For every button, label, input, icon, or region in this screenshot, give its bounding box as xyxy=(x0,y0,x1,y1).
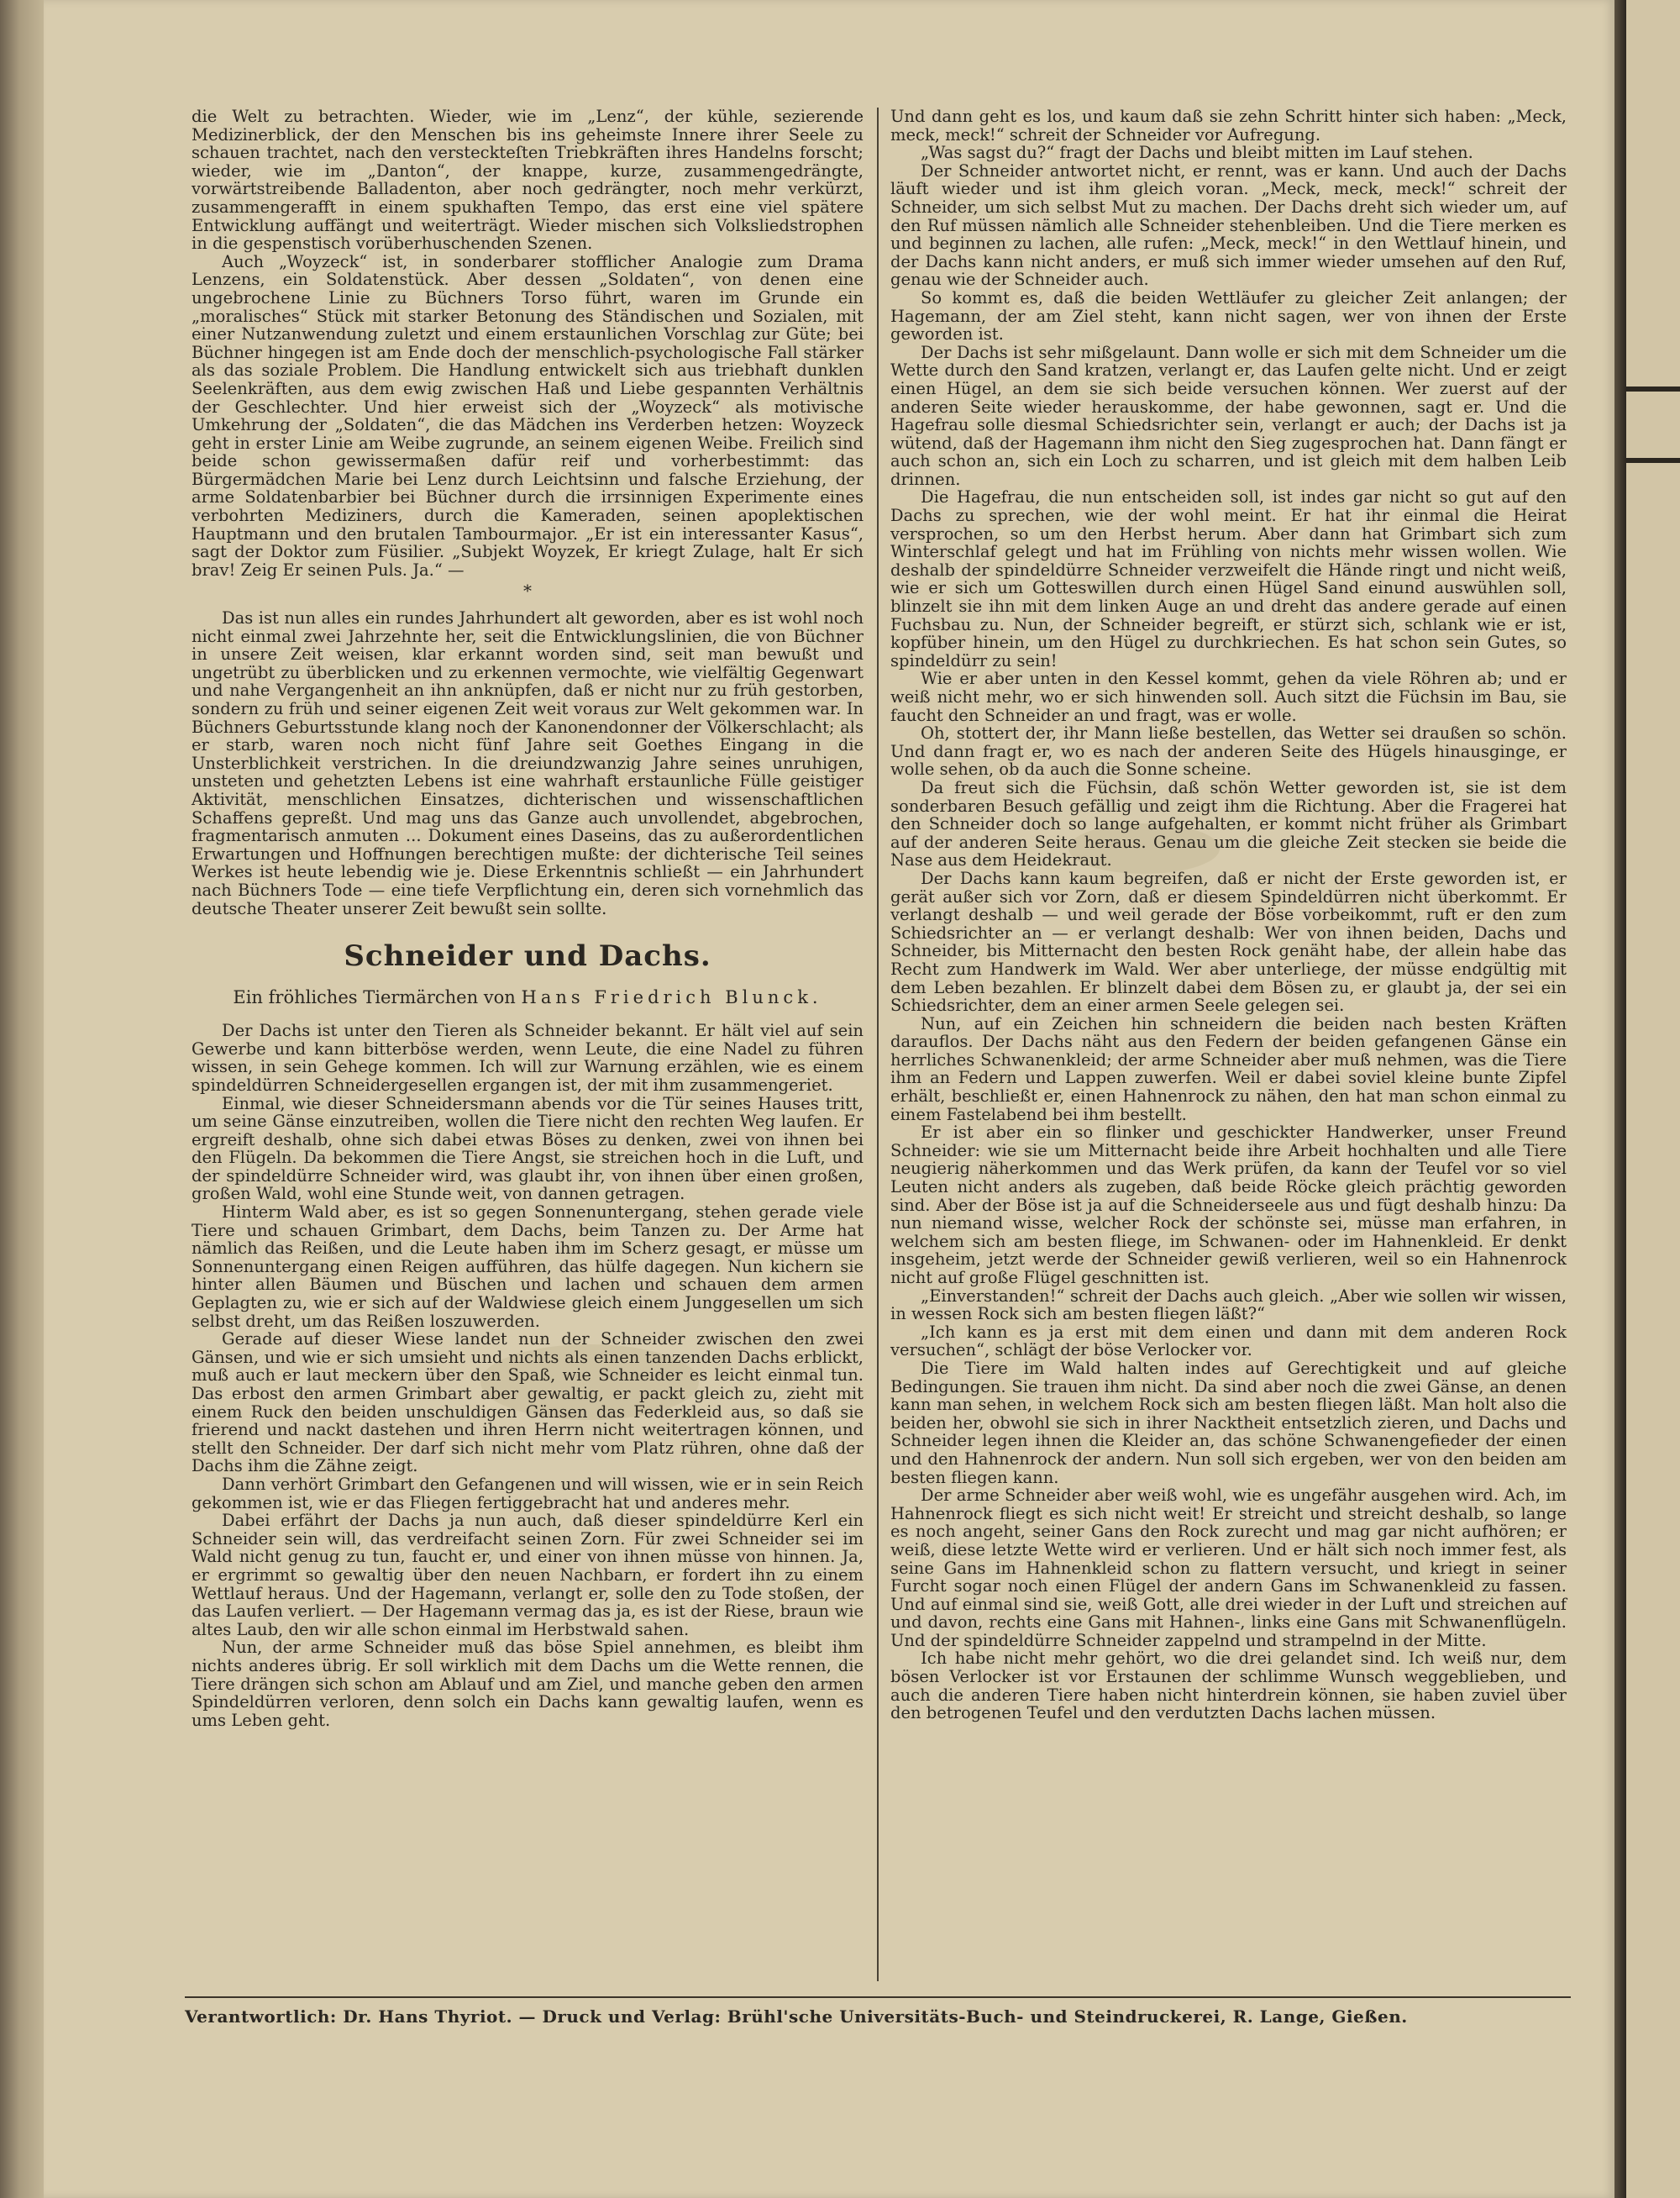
adjacent-page-rule xyxy=(1626,458,1680,463)
essay-closing-paragraph: Das ist nun alles ein rundes Jahrhundert alt geworden, aber es ist wohl noch nicht einmal zwei Jahrzehnte her, seit die Entwicklungslinien, die von Büchner in unsere Zeit weisen, klar erkannt worden sind, seit man bewußt und ungetrübt zu überblicken und zu erkennen vermochte, wie vielfältig Gegenwart und nahe Vergangenheit an ihn anknüpfen, daß er nicht nur zu früh gestorben, sondern zu früh und seiner eigenen Zeit weit voraus zur Welt gekommen war. In Büchners Geburtsstunde klang noch der Kanonendonner der Völkerschlacht; als er starb, waren noch nicht fünf Jahre seit Goethes Eingang in die Unsterblichkeit verstrichen. In die dreiundzwanzig Jahre seines unruhigen, unsteten und gehetzten Lebens ist eine wahrhaft erstaunliche Fülle geistiger Aktivität, menschlichen Einsatzes, dichterischen und wissenschaftlichen Schaffens gepreßt. Und mag uns das Ganze auch unvollendet, abgebrochen, fragmentarisch anmuten ... Dokument eines Daseins, das zu außerordentlichen Erwartungen und Hoffnungen berechtigen mußte: der dichterische Teil seines Werkes ist heute lebendig wie je. Diese Erkenntnis schließt — ein Jahrhundert nach Büchners Tode — eine tiefe Verpflichtung ein, deren sich vornehmlich das deutsche Theater unserer Zeit bewußt sein sollte. xyxy=(192,608,864,918)
adjacent-page-edge xyxy=(1626,0,1680,2198)
story-paragraph: „Einverstanden!“ schreit der Dachs auch gleich. „Aber wie sollen wir wissen, in wessen Rock sich am besten fliegen läßt?“ xyxy=(890,1286,1567,1324)
book-binding xyxy=(0,0,44,2198)
right-column xyxy=(890,108,1567,1722)
imprint-line: Verantwortlich: Dr. Hans Thyriot. — Druck und Verlag: Brühl'sche Universitäts-Buch- und Steindruckerei, R. Lange, Gießen. xyxy=(185,2006,1408,2027)
story-title: Schneider und Dachs. xyxy=(344,939,711,974)
story-paragraph: „Ich kann es ja erst mit dem einen und dann mit dem anderen Rock versuchen“, schlägt der böse Verlocker vor. xyxy=(890,1322,1567,1360)
story-paragraph: Dann verhört Grimbart den Gefangenen und will wissen, wie er in sein Reich gekommen ist, wie er das Fliegen fertiggebracht hat und anderes mehr. xyxy=(192,1474,864,1512)
story-subtitle xyxy=(192,986,864,1008)
story-paragraph: So kommt es, daß die beiden Wettläufer zu gleicher Zeit anlangen; der Hagemann, der am Ziel steht, kann nicht sagen, wer von ihnen der Erste geworden ist. xyxy=(890,287,1567,344)
story-paragraph: Da freut sich die Füchsin, daß schön Wetter geworden ist, sie ist dem sonderbaren Besuch gefällig und zeigt ihm die Richtung. Aber die Fragerei hat den Schneider doch so lange aufgehalten, er kommt nicht früher als Grimbart auf der anderen Seite heraus. Genau um die gleiche Zeit stecken sie beide die Nase aus dem Heidekraut. xyxy=(890,777,1567,870)
story-paragraph: Hinterm Wald aber, es ist so gegen Sonnenuntergang, stehen gerade viele Tiere und schauen Grimbart, dem Dachs, beim Tanzen zu. Der Arme hat nämlich das Reißen, und die Leute haben ihm im Scherz gesagt, er müsse um Sonnenuntergang einen Reigen aufführen, das hülfe dagegen. Nun kichern sie hinter allen Bäumen und Büschen und lachen und schauen dem armen Geplagten zu, wie er sich auf der Waldwiese gleich einem Junggesellen um sich selbst dreht, um das Reißen loszuwerden. xyxy=(192,1202,864,1331)
story-paragraph: Er ist aber ein so flinker und geschickter Handwerker, unser Freund Schneider: wie sie um Mitternacht beide ihre Arbeit hochhalten und alle Tiere neugierig näherkommen und das Werk prüfen, da kann der Teufel vor so viel Leuten nicht anders als zugeben, daß beide Röcke gleich prächtig geworden sind. Aber der Böse ist ja auf die Schneiderseele aus und fügt deshalb hinzu: Da nun niemand wisse, welcher Rock der schönste sei, müsse man erfahren, in welchem sich am besten fliege, im Schwanen- oder im Hahnenkleid. Er denkt insgeheim, jetzt werde der Schneider gewiß verlieren, weil so ein Hahnenrock nicht auf große Flügel geschnitten ist. xyxy=(890,1123,1567,1287)
essay-paragraph: Auch „Woyzeck“ ist, in sonderbarer stofflicher Analogie zum Drama Lenzens, ein Soldatenstück. Aber dessen „Soldaten“, von denen eine ungebrochene Linie zu Büchners Torso führt, waren im Grunde ein „moralisches“ Stück mit starker Betonung des Ständischen und Sozialen, mit einer Nutzanwendung zuletzt und einem erstaunlichen Vorschlag zur Güte; bei Büchner hingegen ist am Ende doch der menschlich-psychologische Fall stärker als das soziale Problem. Die Handlung entwickelt sich aus triebhaft dunklen Seelenkräften, aus dem ewig zwischen Haß und Liebe gespannten Verhältnis der Geschlechter. Und hier erweist sich der „Woyzeck“ als motivische Umkehrung der „Soldaten“, die das Mädchen ins Verderben hetzen: Woyzeck geht in erster Linie am Weibe zugrunde, an seinem eigenen Weibe. Freilich sind beide schon gewissermaßen dafür reif und vorherbestimmt: das Bürgermädchen Marie bei Lenz durch Leichtsinn und falsche Erziehung, der arme Soldatenbarbier bei Büchner durch die irrsinnigen Experimente eines verbohrten Mediziners, durch die Kameraden, seinen apoplektischen Hauptmann und den brutalen Tambourmajor. „Er ist ein interessanter Kasus“, sagt der Doktor zum Füsilier. „Subjekt Woyzek, Er kriegt Zulage, halt Er sich brav! Zeig Er seinen Puls. Ja.“ — xyxy=(192,251,864,580)
story-paragraph: Wie er aber unten in den Kessel kommt, gehen da viele Röhren ab; und er weiß nicht mehr, wo er sich hinwenden soll. Auch sitzt die Füchsin im Bau, sie faucht den Schneider an und fragt, was er wolle. xyxy=(890,669,1567,725)
column-divider xyxy=(877,108,879,1981)
story-subtitle-prefix: Ein fröhliches Tiermärchen von xyxy=(233,987,516,1008)
section-separator: * xyxy=(523,581,532,602)
essay-paragraph: die Welt zu betrachten. Wieder, wie im „Lenz“, der kühle, sezierende Medizinerblick, der den Menschen bis ins geheimste Innere ihrer Seele zu schauen trachtet, nach den versteckteſten Triebkräften ihres Handelns forscht; wieder, wie im „Danton“, der knappe, kurze, zusammengedrängte, vorwärtstreibende Balladenton, aber noch gedrängter, noch mehr verkürzt, zusammengerafft in einem spukhaften Tempo, das erst eine viel spätere Entwicklung auffängt und weiterträgt. Wieder mischen sich Volksliedstrophen in die gespenstisch vorüberhuschenden Szenen. xyxy=(192,107,864,254)
adjacent-page-rule xyxy=(1626,386,1680,392)
story-paragraph: Dabei erfährt der Dachs ja nun auch, daß dieser spindeldürre Kerl ein Schneider sein will, das verdreifacht seinen Zorn. Für zwei Schneider sei im Wald nicht genug zu tun, faucht er, und einer von ihnen müsse von hinnen. Ja, er ergrimmt so gewaltig über den neuen Nachbarn, er fordert ihn zu einem Wettlauf heraus. Und der Hagemann, verlangt er, solle den zu Tode stoßen, der das Laufen verliert. — Der Hagemann vermag das ja, es ist der Riese, braun wie altes Laub, den wir alle schon einmal im Herbstwald sahen. xyxy=(192,1511,864,1639)
story-paragraph: „Was sagst du?“ fragt der Dachs und bleibt mitten im Lauf stehen. xyxy=(921,143,1473,163)
left-column xyxy=(192,108,864,1729)
story-author: Hans Friedrich Blunck. xyxy=(521,987,822,1008)
story-paragraph: Der Dachs ist unter den Tieren als Schneider bekannt. Er hält viel auf sein Gewerbe und kann bitterböse werden, wenn Leute, die eine Nadel zu führen wissen, in sein Gehege kommen. Ich will zur Warnung erzählen, wie es einem spindeldürren Schneidergesellen ergangen ist, der mit ihm zusammengeriet. xyxy=(192,1021,864,1095)
story-paragraph: Einmal, wie dieser Schneidersmann abends vor die Tür seines Hauses tritt, um seine Gänse einzutreiben, wollen die Tiere nicht den rechten Weg laufen. Er ergreift deshalb, ohne sich dabei etwas Böses zu denken, zwei von ihnen bei den Flügeln. Da bekommen die Tiere Angst, sie streichen hoch in die Luft, und der spindeldürre Schneider wird, was glaubt ihr, von ihnen über einen großen, großen Wald, wohl eine Stunde weit, von dannen getragen. xyxy=(192,1093,864,1204)
story-paragraph: Der Schneider antwortet nicht, er rennt, was er kann. Und auch der Dachs läuft wieder und ist ihm gleich voran. „Meck, meck, meck!“ schreit der Schneider, um sich selbst Mut zu machen. Der Dachs dreht sich wieder um, auf den Ruf müssen nämlich alle Schneider stehenbleiben. Und die Tiere merken es und beginnen zu lachen, alle rufen: „Meck, meck!“ in den Wettlauf hinein, und der Dachs kann nicht anders, er muß sich immer wieder umsehen auf den Ruf, genau wie der Schneider auch. xyxy=(890,160,1567,290)
page-gutter xyxy=(1614,0,1626,2198)
story-paragraph: Ich habe nicht mehr gehört, wo die drei gelandet sind. Ich weiß nur, dem bösen Verlocker ist vor Erstaunen der schlimme Wunsch weggeblieben, und auch die anderen Tiere haben nicht hinterdrein können, sie haben zuviel über den betrogenen Teufel und den verdutzten Dachs lachen müssen. xyxy=(890,1648,1567,1723)
story-paragraph: Und dann geht es los, und kaum daß sie zehn Schritt hinter sich haben: „Meck, meck, meck!“ schreit der Schneider vor Aufregung. xyxy=(890,107,1567,145)
story-paragraph: Nun, der arme Schneider muß das böse Spiel annehmen, es bleibt ihm nichts anderes übrig. Er soll wirklich mit dem Dachs um die Wette rennen, die Tiere drängen sich schon am Ablauf und am Ziel, und manche geben den armen Spindeldürren verloren, denn solch ein Dachs kann gewaltig laufen, wenn es ums Leben geht. xyxy=(192,1638,864,1730)
story-paragraph: Der Dachs ist sehr mißgelaunt. Dann wolle er sich mit dem Schneider um die Wette durch den Sand kratzen, verlangt er, das Laufen gelte nicht. Und er zeigt einen Hügel, an dem sie sich beide versuchen können. Wer zuerst auf der anderen Seite wieder herauskomme, der habe gewonnen, sagt er. Und die Hagefrau solle diesmal Schiedsrichter sein, verlangt er auch; der Dachs ist ja wütend, daß der Hagemann ihm nicht den Sieg zugesprochen hat. Dann fängt er auch schon an, sich ein Loch zu scharren, und ist gleich mit dem halben Leib drinnen. xyxy=(890,342,1567,489)
story-paragraph: Oh, stottert der, ihr Mann ließe bestellen, das Wetter sei draußen so schön. Und dann fragt er, wo es nach der anderen Seite des Hügels hinausginge, er wolle sehen, ob da auch die Sonne scheine. xyxy=(890,723,1567,780)
story-paragraph: Der arme Schneider aber weiß wohl, wie es ungefähr ausgehen wird. Ach, im Hahnenrock fliegt es sich nicht weit! Er streicht und streicht deshalb, so lange es noch angeht, seiner Gans den Rock zurecht und mag gar nicht aufhören; er weiß, diese letzte Wette wird er verlieren. Und er hält sich noch immer fest, als seine Gans im Hahnenkleid schon zu flattern versucht, und kriegt in seiner Furcht sogar noch einen Flügel der andern Gans im Schwanenkleid zu fassen. Und auf einmal sind sie, weiß Gott, alle drei wieder in der Luft und streichen auf und davon, rechts eine Gans mit Hahnen-, links eine Gans mit Schwanenflügeln. Und der spindeldürre Schneider zappelnd und strampelnd in der Mitte. xyxy=(890,1485,1567,1650)
story-paragraph: Die Tiere im Wald halten indes auf Gerechtigkeit und auf gleiche Bedingungen. Sie trauen ihm nicht. Da sind aber noch die zwei Gänse, an denen kann man sehen, in welchem Rock sich am besten fliegen läßt. Man holt also die beiden her, obwohl sie sich in ihrer Nacktheit entsetzlich zieren, und Dachs und Schneider legen ihnen die Kleider an, das schöne Schwanengefieder der einen und den Hahnenrock der andern. Nun soll sich ergeben, wer von den beiden am besten fliegen kann. xyxy=(890,1358,1567,1487)
story-paragraph: Die Hagefrau, die nun entscheiden soll, ist indes gar nicht so gut auf den Dachs zu sprechen, wie der wohl meint. Er hat ihr einmal die Heirat versprochen, so um den Herbst herum. Aber dann hat Grimbart sich zum Winterschlaf gelegt und hat im Frühling von nichts mehr wissen wollen. Wie deshalb der spindeldürre Schneider verzweifelt die Hände ringt und nicht weiß, wie er sich um Gotteswillen durch einen Hügel Sand einund auswühlen soll, blinzelt sie ihn mit dem linken Auge an und dreht das andere gerade auf einen Fuchsbau zu. Nun, der Schneider begreift, er stürzt sich, schlank wie er ist, kopfüber hinein, um den Hügel zu durchkriechen. Es hat schon sein Gutes, so spindeldürr zu sein! xyxy=(890,487,1567,670)
imprint-rule xyxy=(185,1996,1571,1998)
story-paragraph: Gerade auf dieser Wiese landet nun der Schneider zwischen den zwei Gänsen, und wie er sich umsieht und nichts als einen tanzenden Dachs erblickt, muß auch er laut meckern über den Spaß, wie Schneider es leicht einmal tun. Das erbost den armen Grimbart aber gewaltig, er packt gleich zu, zieht mit einem Ruck den beiden unschuldigen Gänsen das Federkleid aus, so daß sie frierend und nackt dastehen und ihren Herrn nicht weitertragen können, und stellt den Schneider. Der darf sich nicht mehr vom Platz rühren, ohne daß der Dachs ihm die Zähne zeigt. xyxy=(192,1329,864,1476)
story-paragraph: Der Dachs kann kaum begreifen, daß er nicht der Erste geworden ist, er gerät außer sich vor Zorn, daß er diesem Spindeldürren nicht überkommt. Er verlangt deshalb — und weil gerade der Böse vorbeikommt, ruft er den zum Schiedsrichter an — er verlangt deshalb: Wer von ihnen beiden, Dachs und Schneider, bis Mitternacht den besten Rock genäht habe, der allein habe das Recht zum Handwerk im Wald. Wer aber unterliege, der müsse endgültig mit dem Leben bezahlen. Er blinzelt dabei dem Bösen zu, er glaubt ja, der sei ein Schiedsrichter, dem an einer armen Seele gelegen sei. xyxy=(890,868,1567,1016)
story-paragraph: Nun, auf ein Zeichen hin schneidern die beiden nach besten Kräften darauflos. Der Dachs näht aus den Federn der beiden gefangenen Gänse ein herrliches Schwanenkleid; der arme Schneider aber muß nehmen, was die Tiere ihm an Federn und Lappen zuwerfen. Weil er dabei soviel kleine bunte Zipfel erhält, beschließt er, einen Hahnenrock zu nähen, den hat man schon einmal zu einem Fastelabend bei ihm bestellt. xyxy=(890,1013,1567,1124)
adjacent-page-letter-fragment xyxy=(1628,34,1680,202)
